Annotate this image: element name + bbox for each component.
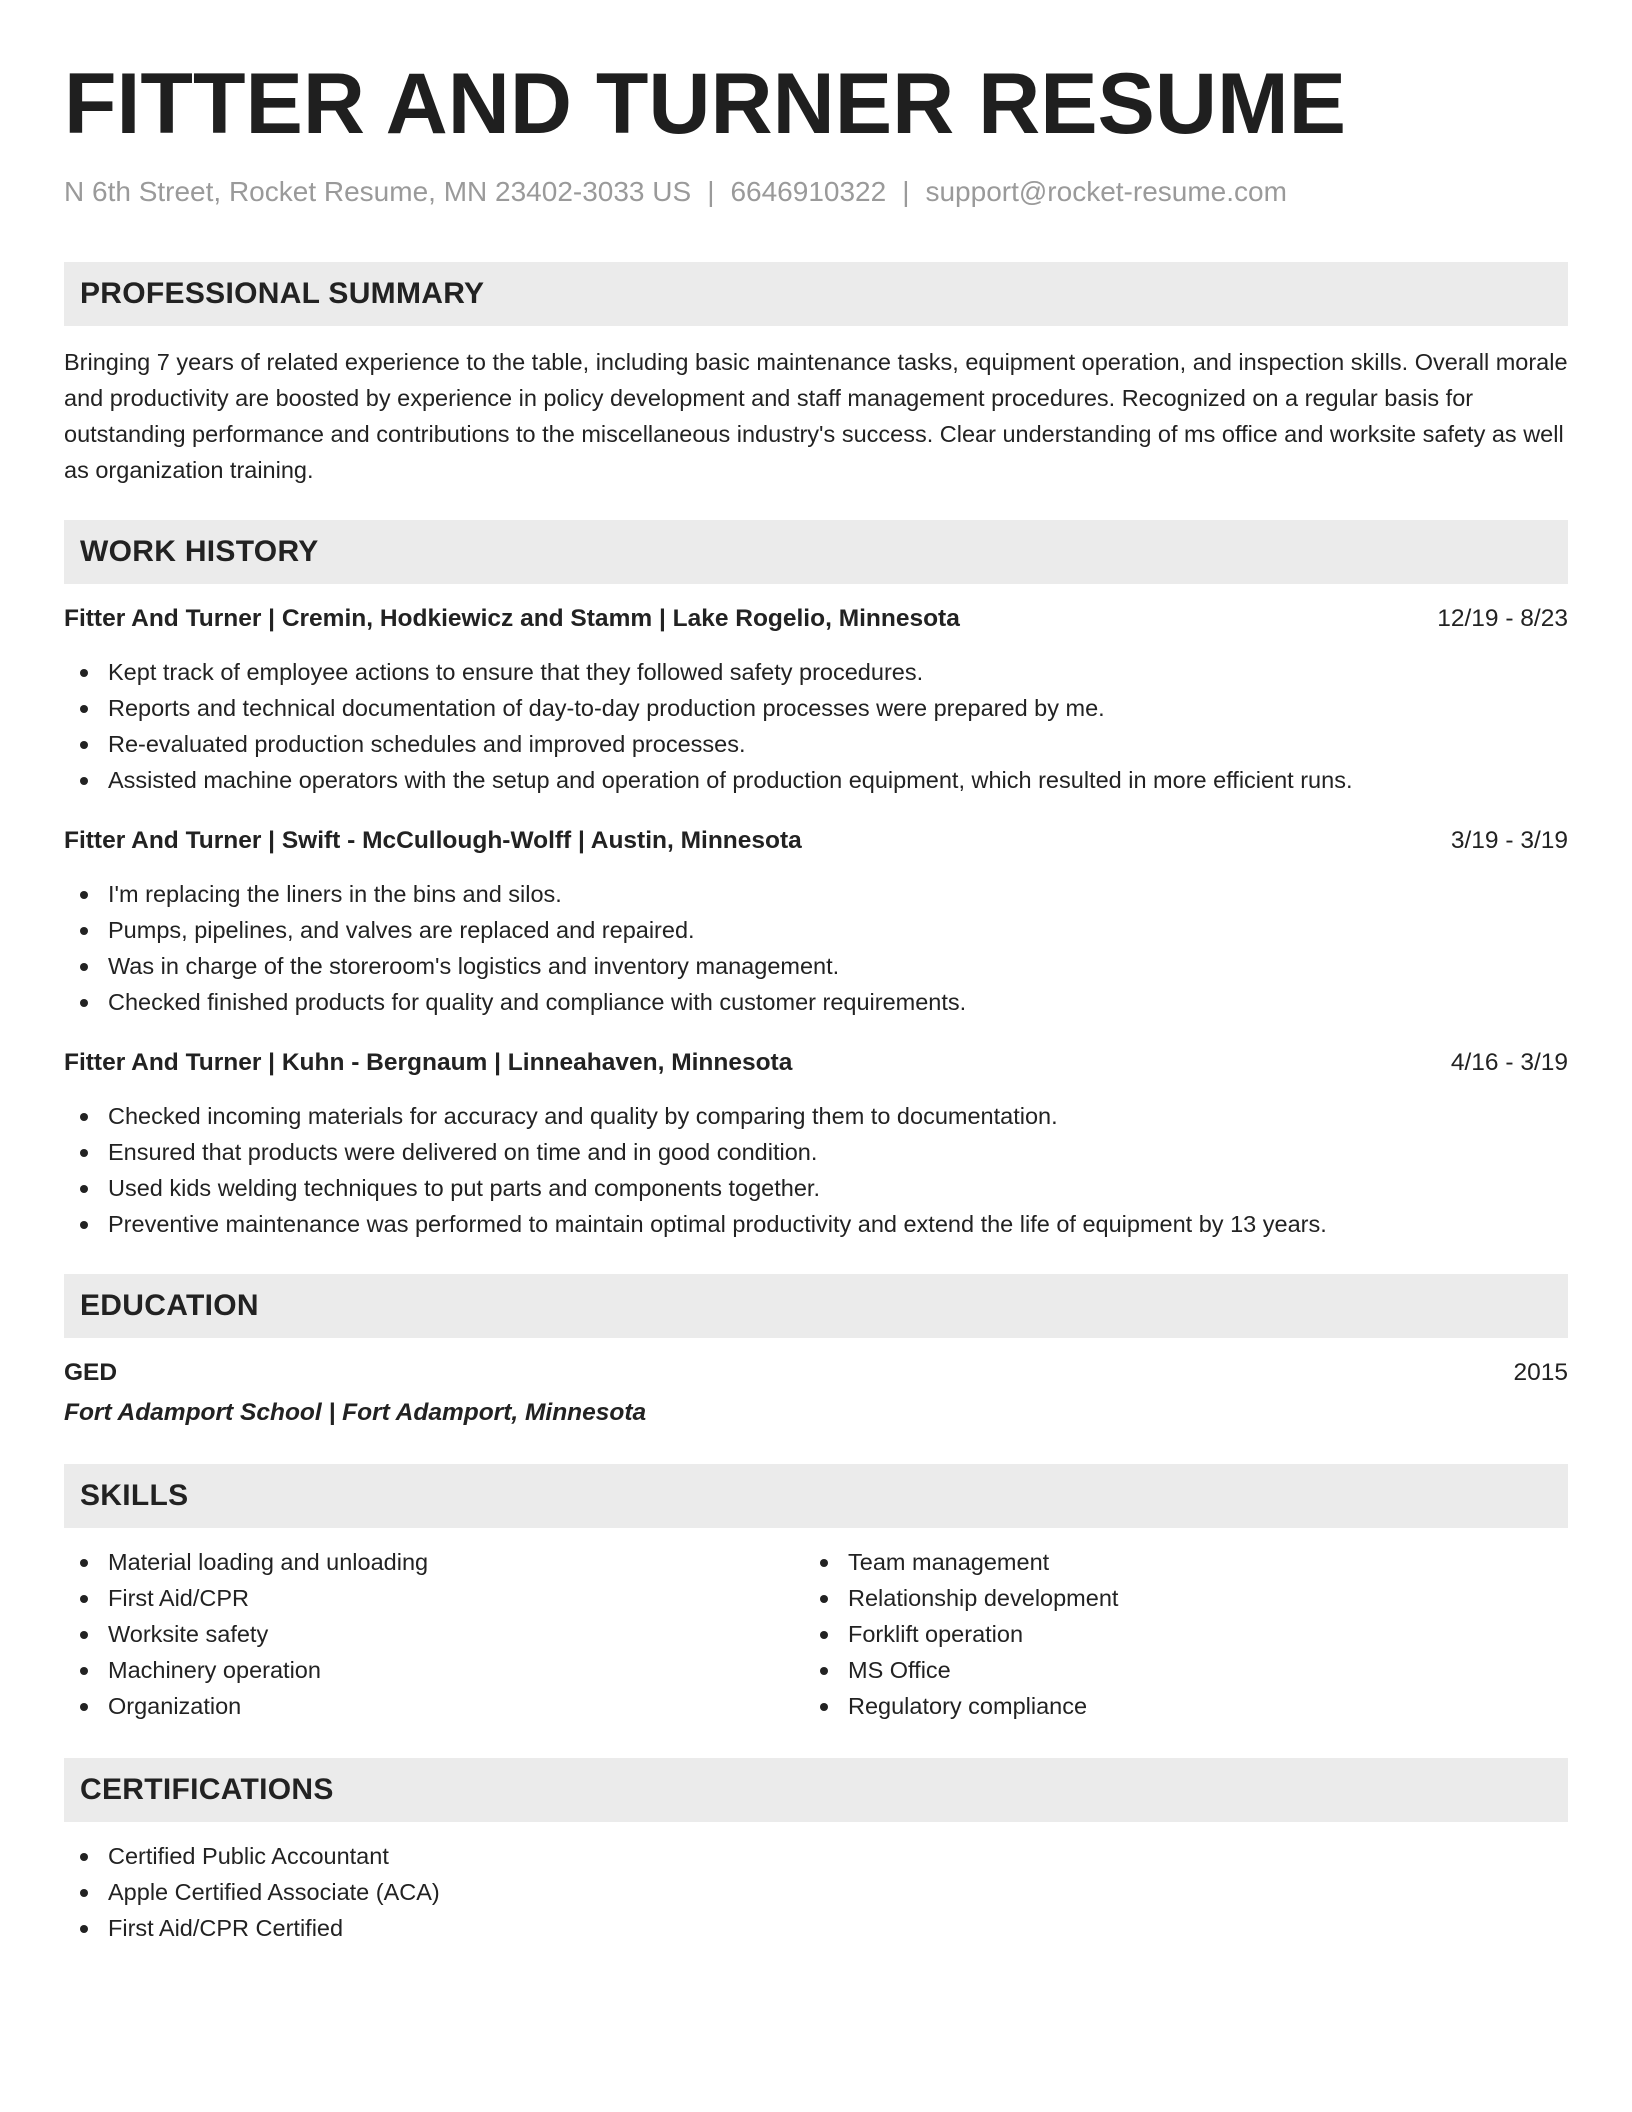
job-header bbox=[64, 1046, 1568, 1080]
job-entry bbox=[64, 602, 1568, 798]
list-item: Re-evaluated production schedules and improved processes. bbox=[64, 726, 1568, 762]
phone: 6646910322 bbox=[730, 176, 887, 207]
list-item: MS Office bbox=[804, 1652, 1544, 1688]
education-school: Fort Adamport School | Fort Adamport, Minnesota bbox=[64, 1399, 647, 1426]
list-item: Ensured that products were delivered on time and in good condition. bbox=[64, 1134, 1568, 1170]
address: N 6th Street, Rocket Resume, MN 23402-3033 US bbox=[64, 176, 692, 207]
list-item: Material loading and unloading bbox=[64, 1544, 804, 1580]
list-item: Reports and technical documentation of day-to-day production processes were prepared by me. bbox=[64, 690, 1568, 726]
section-heading-summary: PROFESSIONAL SUMMARY bbox=[64, 262, 1568, 326]
list-item: I'm replacing the liners in the bins and silos. bbox=[64, 876, 1568, 912]
list-item: Organization bbox=[64, 1688, 804, 1724]
list-item: Regulatory compliance bbox=[804, 1688, 1544, 1724]
separator: | bbox=[902, 176, 910, 207]
skills-list-left bbox=[64, 1544, 804, 1724]
list-item: Kept track of employee actions to ensure that they followed safety procedures. bbox=[64, 654, 1568, 690]
list-item: Certified Public Accountant bbox=[64, 1838, 1568, 1874]
list-item: Machinery operation bbox=[64, 1652, 804, 1688]
list-item: Checked incoming materials for accuracy and quality by comparing them to documentation. bbox=[64, 1098, 1568, 1134]
skills-grid bbox=[64, 1544, 1568, 1724]
job-title: Fitter And Turner | Swift - McCullough-Wolff | Austin, Minnesota bbox=[64, 827, 802, 854]
job-header bbox=[64, 602, 1568, 636]
separator: | bbox=[707, 176, 715, 207]
section-heading-skills: SKILLS bbox=[64, 1464, 1568, 1528]
list-item: Was in charge of the storeroom's logistics and inventory management. bbox=[64, 948, 1568, 984]
job-dates: 4/16 - 3/19 bbox=[1450, 1049, 1568, 1076]
education-header bbox=[64, 1356, 1568, 1390]
summary-text: Bringing 7 years of related experience to the table, including basic maintenance tasks, equipment operation, and inspection skills. Overall morale and productivity are boosted by experience in policy development and staff management procedures. Recognized on a regular basis for outstanding performance and contributions to the miscellaneous industry's success. Clear understanding of ms office and worksite safety as well as organization training. bbox=[64, 349, 1568, 483]
section-heading-certifications: CERTIFICATIONS bbox=[64, 1758, 1568, 1822]
job-bullets bbox=[64, 876, 1568, 1020]
skills-list-right bbox=[804, 1544, 1544, 1724]
education-degree: GED bbox=[64, 1359, 118, 1386]
job-dates: 3/19 - 3/19 bbox=[1450, 827, 1568, 854]
list-item: First Aid/CPR Certified bbox=[64, 1910, 1568, 1946]
resume-title: FITTER AND TURNER RESUME bbox=[64, 56, 1347, 152]
contact-line bbox=[64, 174, 1568, 210]
section-heading-education: EDUCATION bbox=[64, 1274, 1568, 1338]
job-title: Fitter And Turner | Cremin, Hodkiewicz and Stamm | Lake Rogelio, Minnesota bbox=[64, 605, 960, 632]
list-item: Assisted machine operators with the setup and operation of production equipment, which resulted in more efficient runs. bbox=[64, 762, 1568, 798]
list-item: Preventive maintenance was performed to maintain optimal productivity and extend the life of equipment by 13 years. bbox=[64, 1206, 1568, 1242]
job-bullets bbox=[64, 654, 1568, 798]
list-item: Relationship development bbox=[804, 1580, 1544, 1616]
job-entry bbox=[64, 1046, 1568, 1242]
job-title: Fitter And Turner | Kuhn - Bergnaum | Linneahaven, Minnesota bbox=[64, 1049, 793, 1076]
list-item: Used kids welding techniques to put parts and components together. bbox=[64, 1170, 1568, 1206]
email: support@rocket-resume.com bbox=[925, 176, 1287, 207]
list-item: Apple Certified Associate (ACA) bbox=[64, 1874, 1568, 1910]
job-bullets bbox=[64, 1098, 1568, 1242]
list-item: Worksite safety bbox=[64, 1616, 804, 1652]
list-item: First Aid/CPR bbox=[64, 1580, 804, 1616]
education-year: 2015 bbox=[1513, 1359, 1568, 1386]
job-dates: 12/19 - 8/23 bbox=[1437, 605, 1568, 632]
certifications-list bbox=[64, 1838, 1568, 1946]
job-header bbox=[64, 824, 1568, 858]
list-item: Checked finished products for quality and compliance with customer requirements. bbox=[64, 984, 1568, 1020]
job-entry bbox=[64, 824, 1568, 1020]
list-item: Forklift operation bbox=[804, 1616, 1544, 1652]
list-item: Pumps, pipelines, and valves are replaced and repaired. bbox=[64, 912, 1568, 948]
section-heading-work-history: WORK HISTORY bbox=[64, 520, 1568, 584]
list-item: Team management bbox=[804, 1544, 1544, 1580]
